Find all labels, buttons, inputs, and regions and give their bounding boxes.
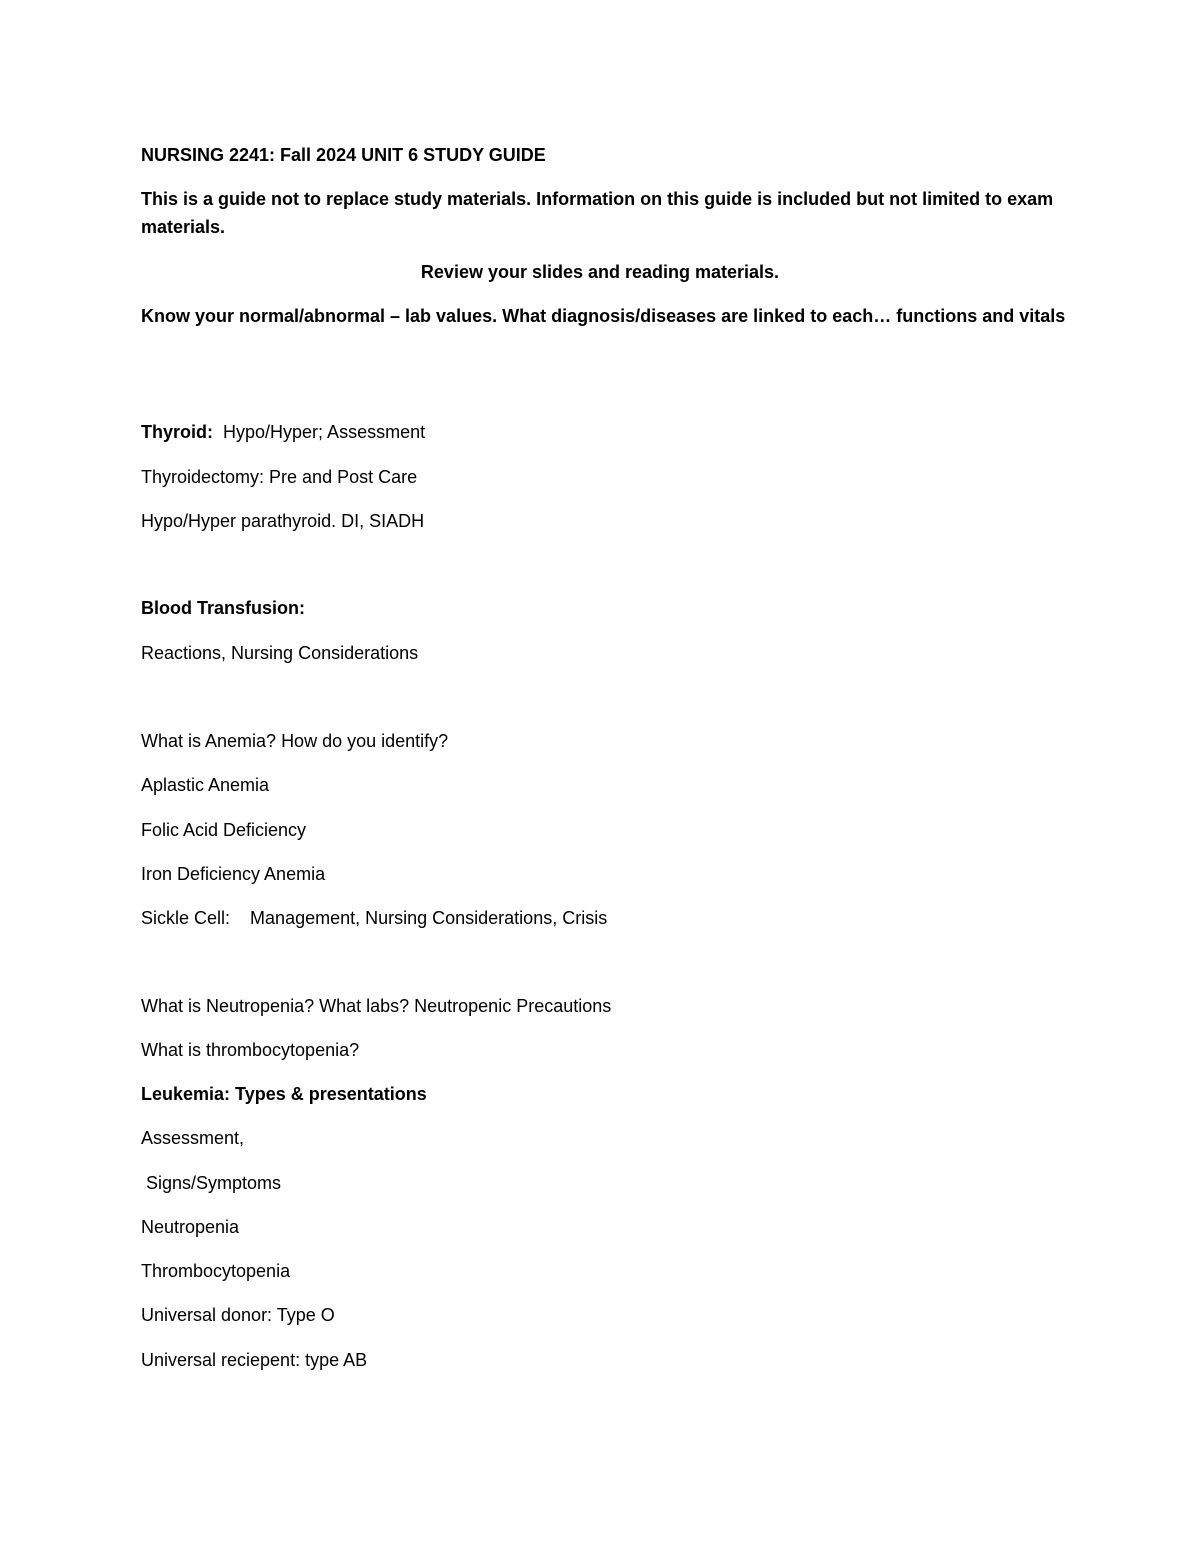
thyroidectomy-line: Thyroidectomy: Pre and Post Care: [141, 467, 418, 487]
sickle-cell-text: Management, Nursing Considerations, Crisis: [250, 908, 608, 928]
anemia-question: What is Anemia? How do you identify?: [141, 731, 449, 751]
parathyroid-line: Hypo/Hyper parathyroid. DI, SIADH: [141, 511, 425, 531]
signs-symptoms-line: Signs/Symptoms: [141, 1173, 282, 1193]
thyroid-text: Hypo/Hyper; Assessment: [223, 422, 426, 442]
blood-transfusion-heading: Blood Transfusion:: [141, 598, 305, 618]
leukemia-heading: Leukemia: Types & presentations: [141, 1084, 427, 1104]
thyroid-label: Thyroid:: [141, 422, 213, 442]
sickle-cell-line: [141, 904, 607, 932]
neutropenia-question: What is Neutropenia? What labs? Neutropenic Precautions: [141, 996, 612, 1016]
thyroid-line: [141, 418, 425, 446]
reactions-line: Reactions, Nursing Considerations: [141, 643, 419, 663]
universal-recipient-line: Universal reciepent: type AB: [141, 1350, 368, 1370]
thrombocytopenia-line: Thrombocytopenia: [141, 1261, 291, 1281]
neutropenia-line: Neutropenia: [141, 1217, 240, 1237]
document-title: NURSING 2241: Fall 2024 UNIT 6 STUDY GUIDE: [141, 145, 546, 165]
folic-acid-line: Folic Acid Deficiency: [141, 820, 307, 840]
intro-paragraph: This is a guide not to replace study materials. Information on this guide is included but not limited to exam materials.: [141, 189, 1054, 237]
iron-deficiency-line: Iron Deficiency Anemia: [141, 864, 326, 884]
sickle-cell-label: Sickle Cell:: [141, 908, 231, 928]
review-line: Review your slides and reading materials.: [420, 262, 780, 282]
aplastic-anemia-line: Aplastic Anemia: [141, 775, 270, 795]
universal-donor-line: Universal donor: Type O: [141, 1305, 335, 1325]
know-paragraph: Know your normal/abnormal – lab values. What diagnosis/diseases are linked to each… functions and vitals: [141, 306, 1066, 326]
assessment-line: Assessment,: [141, 1128, 245, 1148]
thrombocytopenia-question: What is thrombocytopenia?: [141, 1040, 360, 1060]
